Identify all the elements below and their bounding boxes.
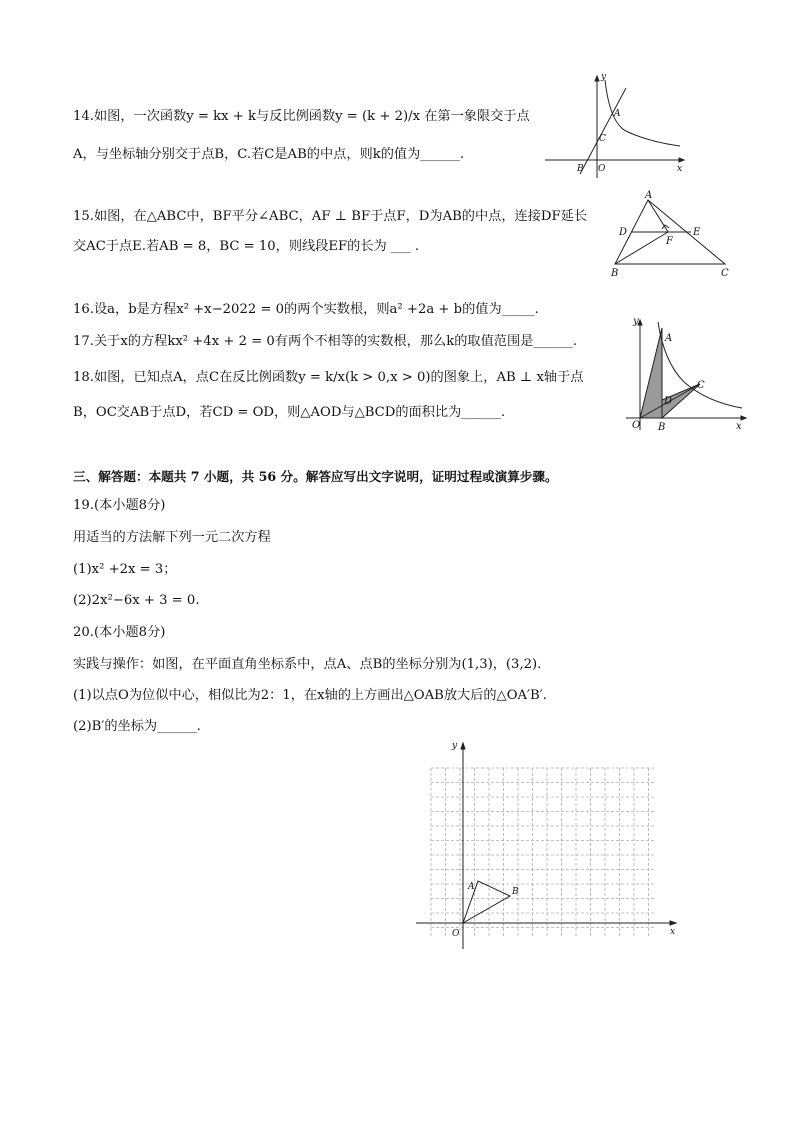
q18-text-line2: B，OC交AB于点D，若CD = OD，则△AOD与△BCD的面积比为______. xyxy=(73,405,506,420)
q19-header: 19.(本小题8分) xyxy=(73,498,166,513)
q19-part1: (1)x² +2x = 3； xyxy=(73,562,177,577)
q16-text: 16.设a，b是方程x² +x−2022 = 0的两个实数根，则a² +2a + b的值为_____. xyxy=(73,302,539,317)
fig20-label-y: y xyxy=(452,741,458,751)
fig18-label-A: A xyxy=(665,333,673,344)
fig20-label-O: O xyxy=(452,929,460,939)
fig18-label-B: B xyxy=(658,422,666,433)
fig15-label-F: F xyxy=(666,236,673,247)
fig14-linear-function xyxy=(580,88,626,174)
q19-part2: (2)2x²−6x + 3 = 0. xyxy=(73,593,200,608)
q20-prompt: 实践与操作：如图，在平面直角坐标系中，点A、点B的坐标分别为(1,3)，(3,2). xyxy=(73,657,542,672)
fig15-label-B: B xyxy=(611,268,619,279)
fig18-label-C: C xyxy=(697,380,705,391)
fig14-label-x: x xyxy=(677,164,683,174)
q20-part1: (1)以点O为位似中心，相似比为2：1，在x轴的上方画出△OAB放大后的△OA′B′. xyxy=(73,688,547,703)
figure-q18 xyxy=(622,312,752,434)
figure-q15 xyxy=(605,188,735,280)
fig20-x-arrow xyxy=(670,921,676,925)
figure-q14 xyxy=(540,70,690,182)
fig18-triangle-AOD xyxy=(640,328,662,418)
fig15-label-C: C xyxy=(721,268,729,279)
q20-header: 20.(本小题8分) xyxy=(73,625,166,640)
q20-part2: (2)B′的坐标为______. xyxy=(73,719,201,734)
fig15-label-E: E xyxy=(693,227,701,238)
section3-title: 三、解答题：本题共 7 小题，共 56 分。解答应写出文字说明，证明过程或演算步骤。 xyxy=(73,469,558,484)
fig14-y-arrow xyxy=(595,76,599,81)
fig20-label-A: A xyxy=(468,882,475,892)
fig14-x-arrow xyxy=(679,158,684,162)
q17-text: 17.关于x的方程kx² +4x + 2 = 0有两个不相等的实数根，那么k的取值范围是______. xyxy=(73,334,578,349)
q15-text-line1: 15.如图，在△ABC中，BF平分∠ABC，AF ⊥ BF于点F，D为AB的中点，连接DF延长 xyxy=(73,209,588,224)
figure-q20-grid xyxy=(410,735,682,953)
fig20-grid-lines xyxy=(431,768,655,938)
fig20-y-arrow xyxy=(461,743,465,749)
fig15-segment-AF xyxy=(648,200,668,232)
q15-text-line2: 交AC于点E.若AB = 8，BC = 10，则线段EF的长为 ___ . xyxy=(73,239,420,254)
fig20-label-x: x xyxy=(670,927,676,937)
fig14-label-O: O xyxy=(598,164,606,174)
fig14-label-A: A xyxy=(614,109,621,119)
fig18-label-O: O xyxy=(632,420,641,431)
fig14-label-B: B xyxy=(577,164,584,174)
fig15-label-A: A xyxy=(645,190,653,201)
fig18-label-y: y xyxy=(633,316,639,327)
fig18-label-x: x xyxy=(736,421,742,432)
q14-text-line2: A，与坐标轴分别交于点B，C.若C是AB的中点，则k的值为______. xyxy=(73,147,465,162)
fig18-label-D: D xyxy=(664,396,673,407)
q18-text-line1: 18.如图，已知点A，点C在反比例函数y = k/x(k > 0,x > 0)的图象上，AB ⊥ x轴于点 xyxy=(73,370,584,385)
q14-text-line1: 14.如图，一次函数y = kx + k与反比例函数y = (k + 2)/x 在第一象限交于点 xyxy=(73,109,530,124)
fig14-label-C: C xyxy=(599,134,606,144)
fig15-label-D: D xyxy=(619,227,628,238)
fig14-label-y: y xyxy=(601,72,607,82)
fig18-x-arrow xyxy=(741,416,746,420)
fig20-label-B: B xyxy=(512,887,519,897)
q19-prompt: 用适当的方法解下列一元二次方程 xyxy=(73,530,271,545)
